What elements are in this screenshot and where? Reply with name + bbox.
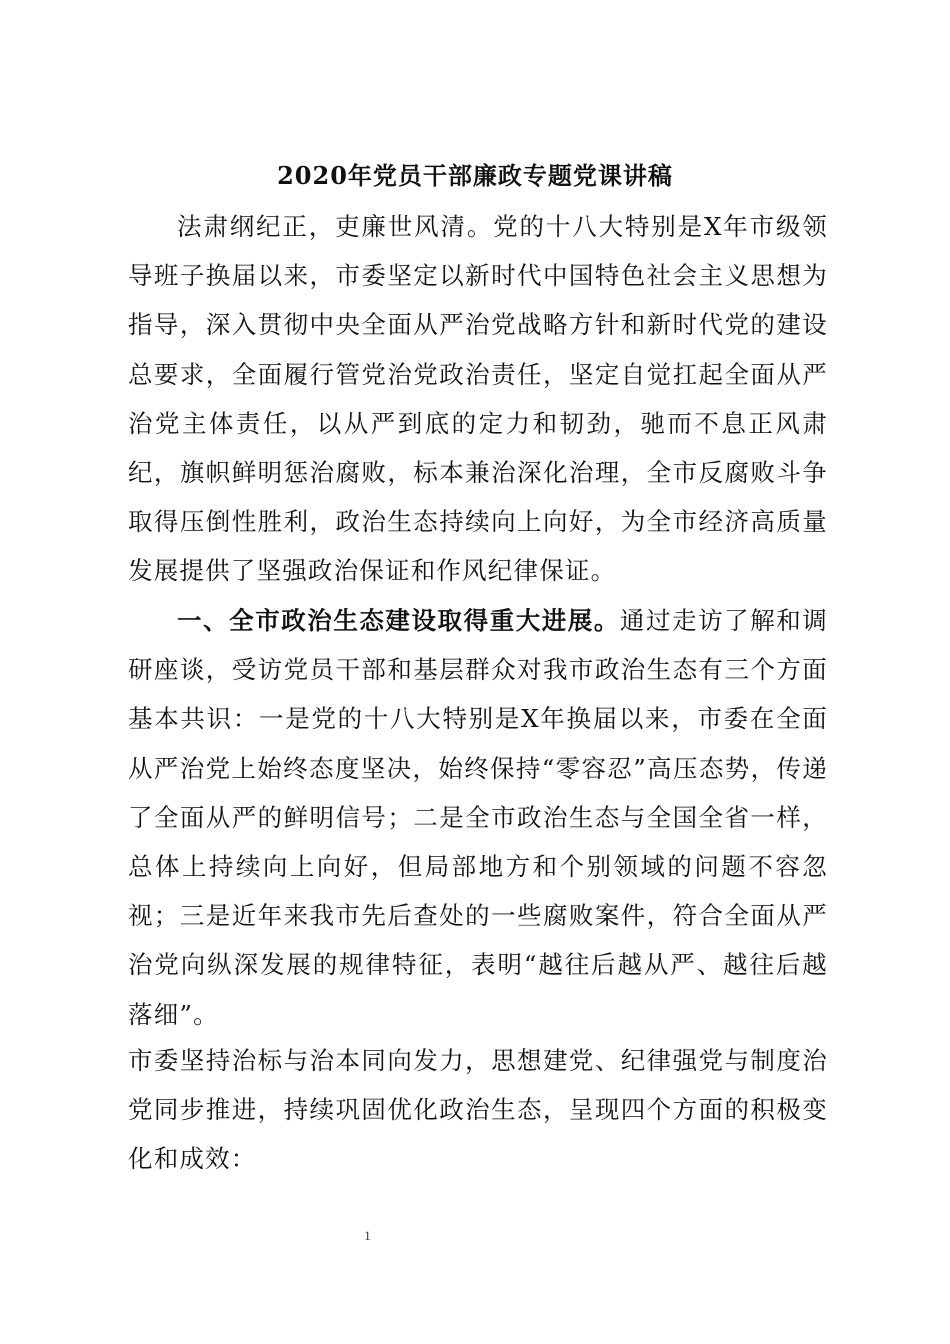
document-title: 2020年党员干部廉政专题党课讲稿	[277, 161, 673, 190]
paragraph-section-one	[128, 596, 828, 1039]
paragraph-changes	[128, 1036, 828, 1184]
paragraph-intro-text: 法肃纲纪正，吏廉世风清。党的十八大特别是X年市级领导班子换届以来，市委坚定以新时代中国特色社会主义思想为指导，深入贯彻中央全面从严治党战略方针和新时代党的建设总要求，全面履行管党治党政治责任，坚定自觉扛起全面从严治党主体责任，以从严到底的定力和韧劲，驰而不息正风肃纪，旗帜鲜明惩治腐败，标本兼治深化治理，全市反腐败斗争取得压倒性胜利，政治生态持续向上向好，为全市经济高质量发展提供了坚强政治保证和作风纪律保证。	[128, 212, 828, 586]
page-number: 1	[364, 1228, 371, 1243]
section-one-heading: 一、全市政治生态建设取得重大进展。	[177, 606, 620, 635]
paragraph-section-one-text: 通过走访了解和调研座谈，受访党员干部和基层群众对我市政治生态有三个方面基本共识：一是党的十八大特别是X年换届以来，市委在全面从严治党上始终态度坚决，始终保持“零容忍”高压态势，传递了全面从严的鲜明信号；二是全市政治生态与全国全省一样，总体上持续向上向好，但局部地方和个别领域的问题不容忽视；三是近年来我市先后查处的一些腐败案件，符合全面从严治党向纵深发展的规律特征，表明“越往后越从严、越往后越落细”。	[128, 606, 828, 1029]
paragraph-intro	[128, 202, 828, 596]
paragraph-changes-text: 市委坚持治标与治本同向发力，思想建党、纪律强党与制度治党同步推进，持续巩固优化政治生态，呈现四个方面的积极变化和成效：	[128, 1046, 828, 1174]
